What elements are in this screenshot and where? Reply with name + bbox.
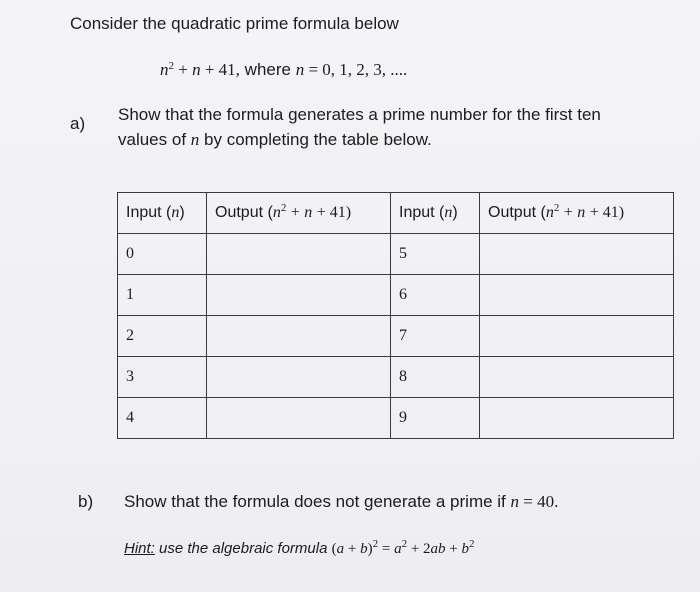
part-b-text: Show that the formula does not generate a prime if xyxy=(124,492,506,511)
table-row xyxy=(118,357,674,398)
part-b-question xyxy=(124,492,558,512)
input-cell-right: 5 xyxy=(391,234,480,275)
part-a-text-before: Show that the formula generates a prime number for the first ten values of xyxy=(118,105,601,149)
output-cell-left[interactable] xyxy=(207,398,391,439)
table-row xyxy=(118,275,674,316)
header-output-left: Output $(n^2 + n + 41)$ xyxy=(207,193,391,234)
input-cell-left: 0 xyxy=(118,234,207,275)
intro-text: Consider the quadratic prime formula below xyxy=(70,14,399,33)
part-a-label: a) xyxy=(70,114,86,133)
part-b-label: b) xyxy=(78,492,94,511)
table-header-row xyxy=(118,193,674,234)
input-cell-left: 2 xyxy=(118,316,207,357)
input-cell-right: 6 xyxy=(391,275,480,316)
formula-where: where xyxy=(244,60,291,79)
output-cell-left[interactable] xyxy=(207,275,391,316)
hint xyxy=(124,540,475,558)
table-row xyxy=(118,398,674,439)
header-input-left: Input (n) xyxy=(118,193,207,234)
output-cell-right[interactable] xyxy=(480,234,674,275)
table-row xyxy=(118,234,674,275)
part-a-variable: n xyxy=(190,130,200,149)
input-cell-right: 8 xyxy=(391,357,480,398)
input-cell-left: 1 xyxy=(118,275,207,316)
hint-label: Hint: xyxy=(124,540,155,557)
hint-text: use the algebraic formula xyxy=(159,540,328,557)
values-table xyxy=(117,192,674,439)
formula-condition: n = 0, 1, 2, 3, .... xyxy=(295,60,408,79)
part-a-text-after: by completing the table below. xyxy=(204,130,432,149)
header-output-right: Output $(n^2 + n + 41)$ xyxy=(480,193,674,234)
table-row xyxy=(118,316,674,357)
input-cell-left: 3 xyxy=(118,357,207,398)
input-cell-right: 9 xyxy=(391,398,480,439)
output-cell-right[interactable] xyxy=(480,398,674,439)
output-cell-left[interactable] xyxy=(207,357,391,398)
part-b-condition: n = 40. xyxy=(510,492,559,511)
part-a-question xyxy=(118,102,638,152)
output-cell-right[interactable] xyxy=(480,357,674,398)
output-cell-right[interactable] xyxy=(480,275,674,316)
header-input-right: Input (n) xyxy=(391,193,480,234)
formula-expression: $n^2 + n + 41$, xyxy=(160,60,240,79)
prime-formula xyxy=(160,60,407,80)
hint-formula: $(a + b)^2 = a^2 + 2ab + b^2$ xyxy=(331,538,475,557)
output-cell-left[interactable] xyxy=(207,234,391,275)
output-cell-left[interactable] xyxy=(207,316,391,357)
input-cell-right: 7 xyxy=(391,316,480,357)
input-cell-left: 4 xyxy=(118,398,207,439)
output-cell-right[interactable] xyxy=(480,316,674,357)
